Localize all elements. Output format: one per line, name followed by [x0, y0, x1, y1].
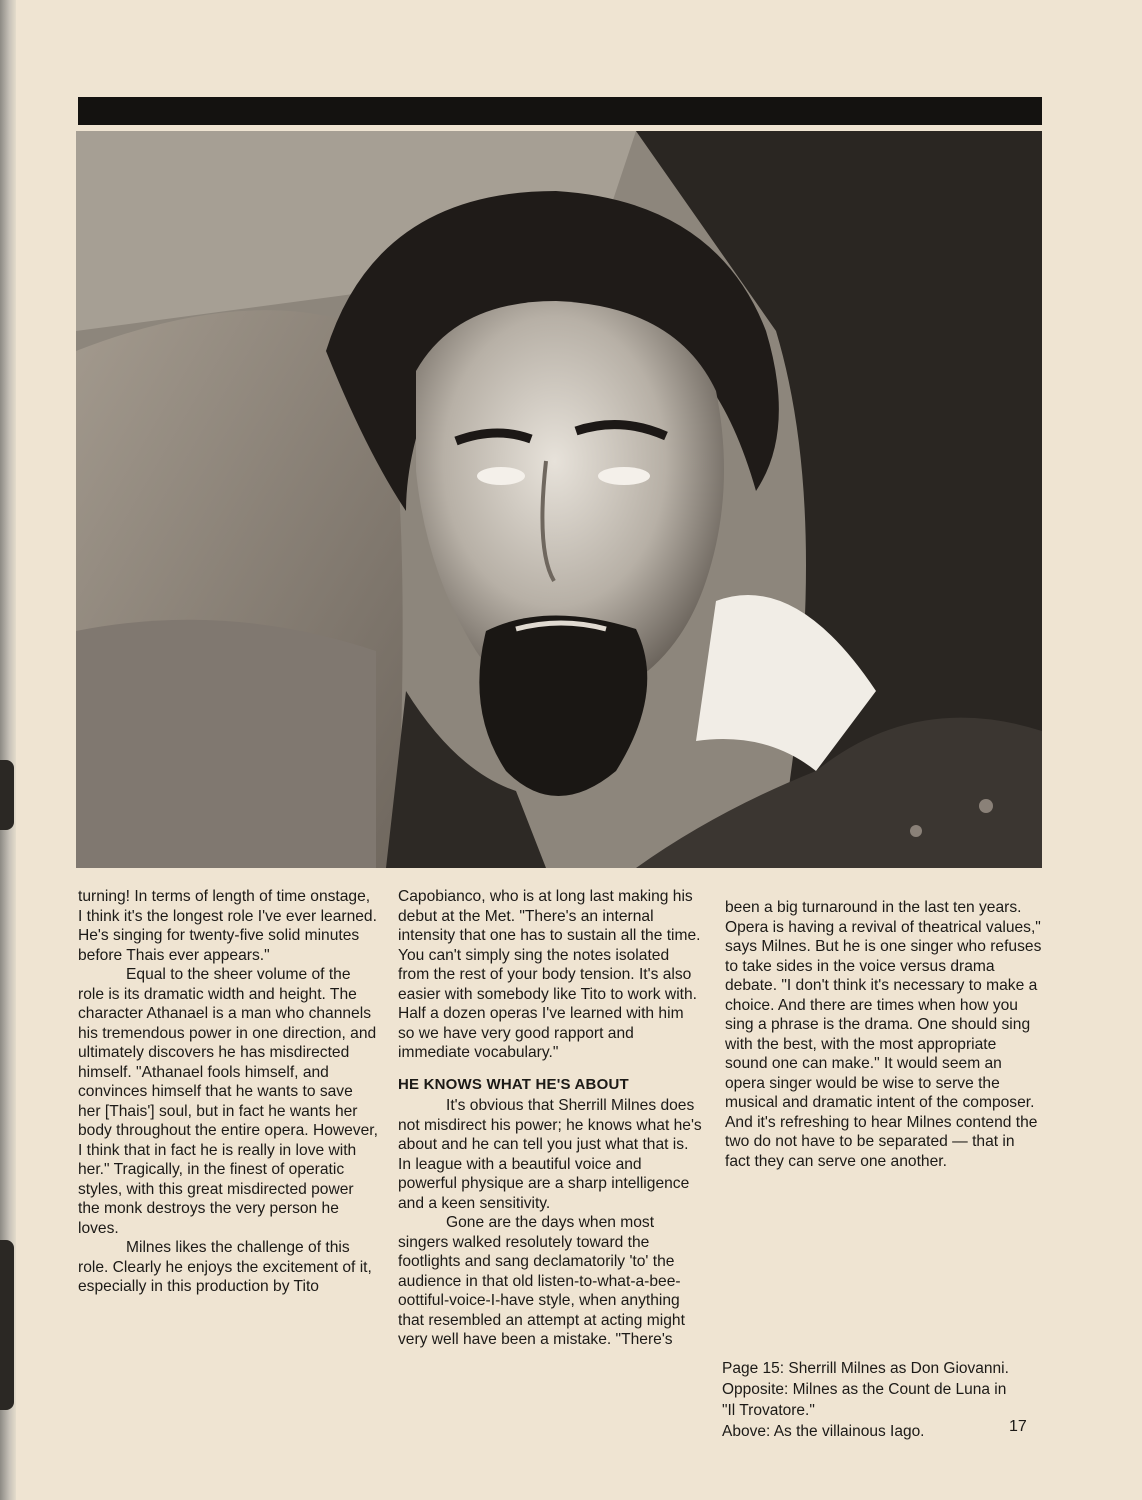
caption-line: Page 15: Sherrill Milnes as Don Giovanni. — [722, 1360, 1009, 1377]
caption-line: Opposite: Milnes as the Count de Luna in — [722, 1381, 1007, 1398]
binding-spine — [0, 0, 16, 1500]
caption-line: Above: As the villainous Iago. — [722, 1423, 925, 1440]
paragraph: Capobianco, who is at long last making his debut at the Met. "There's an internal intensity that one has to sustain all the time. You can't simply sing the notes isolated from the rest of your body tension. It's also easier with somebody like Tito to work with. Half a dozen operas I've learned with him so we have very good rapport and immediate vocabulary." — [398, 888, 701, 1061]
paragraph: Equal to the sheer volume of the role is its dramatic width and height. The character Athanael is a man who channels his tremendous power in one direction, and ultimately discovers he has misdirected himself. "Athanael fools himself, and convinces himself that he wants to save her [Thais'] soul, but in fact he wants her body throughout the entire opera. However, I think that in fact he is really in love with her." Tragically, in the finest of operatic styles, with this great misdirected power the monk destroys the very person he loves. — [78, 966, 378, 1237]
paragraph: turning! In terms of length of time onstage, I think it's the longest role I've ever learned. He's singing for twenty-five solid minutes before Thais ever appears." — [78, 888, 377, 964]
paragraph: It's obvious that Sherrill Milnes does not misdirect his power; he knows what he's about and he can tell you just what that is. In league with a beautiful voice and powerful physique are a sharp intelligence and a keen sensitivity. — [398, 1097, 702, 1212]
article-column-2 — [398, 887, 702, 1350]
section-subheading: HE KNOWS WHAT HE'S ABOUT — [398, 1075, 629, 1093]
article-column-1 — [78, 887, 378, 1297]
portrait-illustration — [76, 131, 1042, 868]
portrait-photo — [76, 131, 1042, 868]
photo-caption — [722, 1358, 1052, 1442]
paragraph: Gone are the days when most singers walked resolutely toward the footlights and sang declamatorily 'to' the audience in that old listen-to-what-a-bee-oottiful-voice-I-have style, when anything that resembled an attempt at acting might very well have been a mistake. "There's — [398, 1214, 685, 1348]
article-column-3 — [725, 898, 1043, 1171]
paragraph: been a big turnaround in the last ten years. Opera is having a revival of theatrical values," says Milnes. But he is one singer who refuses to take sides in the voice versus drama debate. "I don't think it's necessary to make a choice. And there are times when how you sing a phrase is the drama. One should sing with the best, with the most appropriate sound one can make." It would seem an opera singer would be wise to serve the musical and dramatic intent of the composer. And it's refreshing to hear Milnes contend the two do not have to be separated — that in fact they can serve one another. — [725, 899, 1042, 1170]
page-number: 17 — [1009, 1418, 1027, 1435]
caption-line: "Il Trovatore." — [722, 1402, 815, 1419]
header-rule — [78, 97, 1042, 125]
paragraph: Milnes likes the challenge of this role. Clearly he enjoys the excitement of it, especially in this production by Tito — [78, 1239, 372, 1295]
